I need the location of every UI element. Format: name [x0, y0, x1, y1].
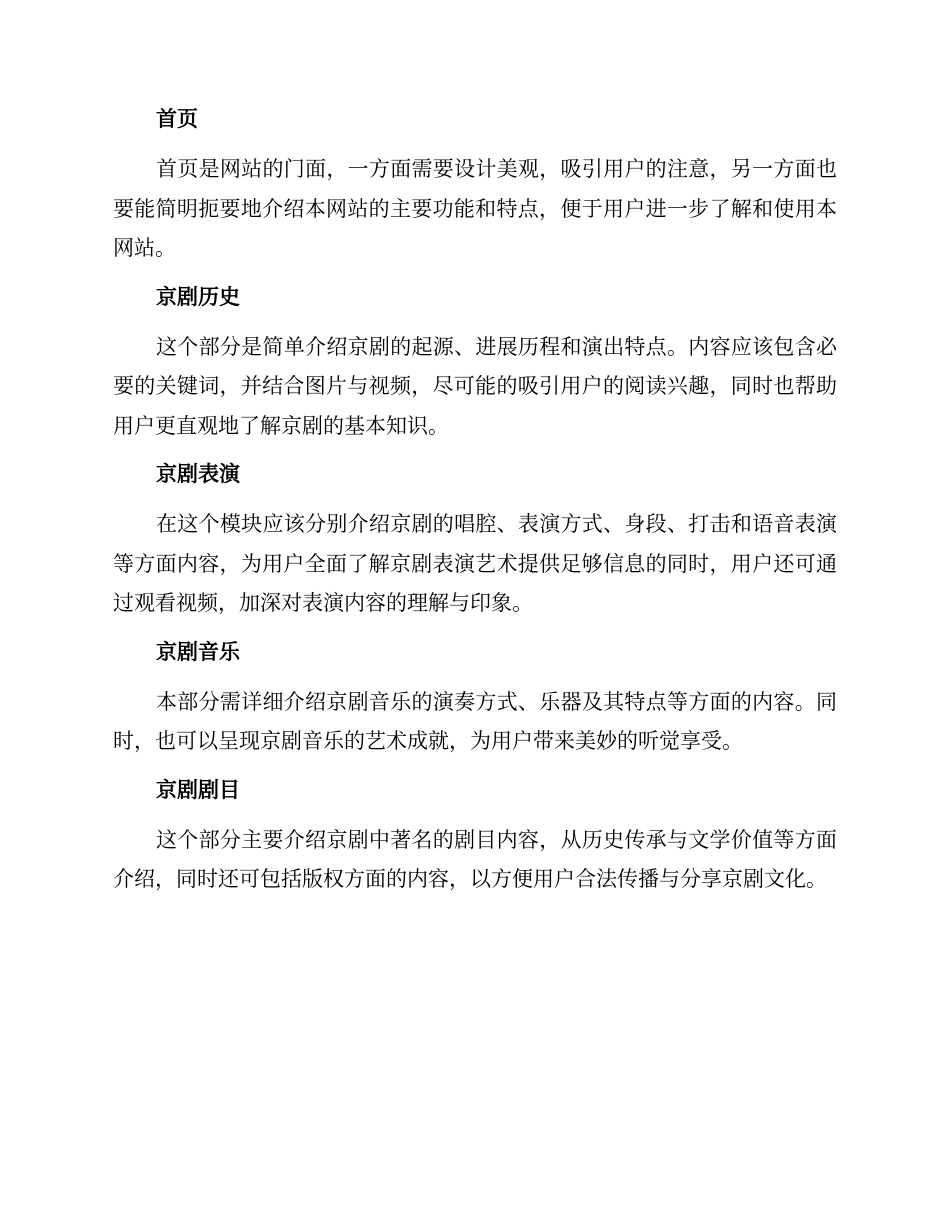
section-title: 京剧剧目 — [156, 777, 240, 802]
section-homepage — [113, 104, 837, 269]
section-title: 首页 — [156, 107, 198, 131]
section-paragraph: 本部分需详细介绍京剧音乐的演奏方式、乐器及其特点等方面的内容。同时，也可以呈现京剧音乐的艺术成就，为用户带来美妙的听觉享受。 — [113, 689, 837, 753]
section-paragraph: 在这个模块应该分别介绍京剧的唱腔、表演方式、身段、打击和语音表演等方面内容，为用户全面了解京剧表演艺术提供足够信息的同时，用户还可通过观看视频，加深对表演内容的理解与印象。 — [113, 512, 837, 615]
section-paragraph: 首页是网站的门面，一方面需要设计美观，吸引用户的注意，另一方面也要能简明扼要地介绍本网站的主要功能和特点，便于用户进一步了解和使用本网站。 — [113, 157, 837, 260]
section-opera-performance — [113, 459, 837, 624]
document-page — [113, 104, 837, 900]
section-title: 京剧历史 — [156, 284, 240, 309]
section-opera-music — [113, 637, 837, 762]
section-title: 京剧表演 — [156, 462, 240, 486]
section-title: 京剧音乐 — [156, 639, 240, 664]
section-paragraph: 这个部分主要介绍京剧中著名的剧目内容，从历史传承与文学价值等方面介绍，同时还可包括版权方面的内容，以方便用户合法传播与分享京剧文化。 — [113, 827, 837, 891]
section-opera-repertoire — [113, 775, 837, 900]
section-opera-history — [113, 282, 837, 447]
section-paragraph: 这个部分是简单介绍京剧的起源、进展历程和演出特点。内容应该包含必要的关键词，并结合图片与视频，尽可能的吸引用户的阅读兴趣，同时也帮助用户更直观地了解京剧的基本知识。 — [113, 334, 837, 438]
